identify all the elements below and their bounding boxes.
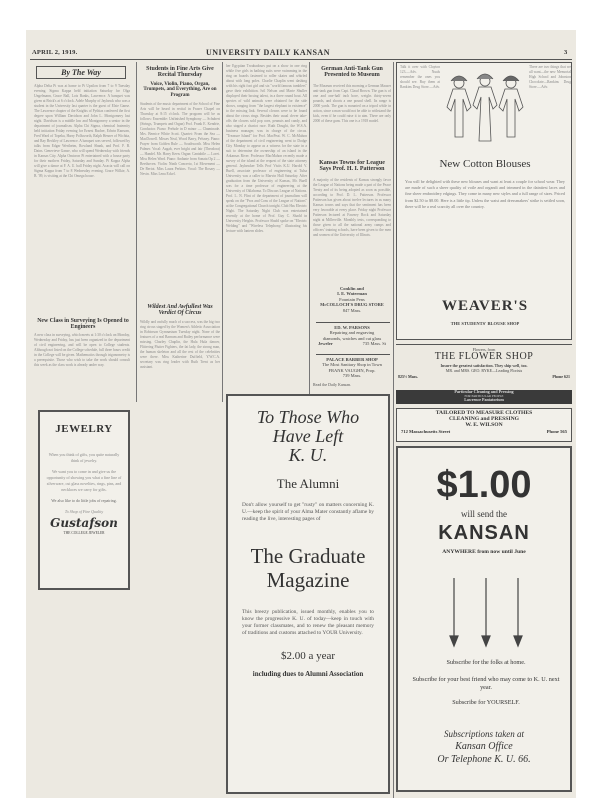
antitank-text: The Museum received this morning a German Mauser anti-tank gun from Capt. Claud Brown. The gun is of one and one-half inch bore, weighs thirty-seven pounds, and shoots a one pound shell. Its range is 2000 yards. The gun is mounted on a tripod while in action, since a man would not be able to withstand the kick, even if he could raise it to aim. There are only 2000 of these guns. This one is a 1918 model.: [313, 84, 391, 123]
weavers-notes-left: Talk it over with Clayton 123.—Adv. Nuals remember the ones you should see. Buy them at Rankins Drug Store.—Adv.: [400, 65, 440, 89]
tailor-phone: Phone 565: [546, 428, 567, 434]
circus-text: Wildly and awfully much of a success, was the big two ring circus staged by the Women's Athletic Association in Robinson Gymnasium Tuesday night. None of the features of a real Barnum and Bailey performance were missing. Charley Chaplin, the Hula Hula dancer, Flittering Flutter Fighters, the fat lady, the strong man, the human skeleton and all the rest of the celebrities were there. Miss Katherine Duffield, Y.W.C.A. secretary was ring leader with Ruth Trent as her assistant.: [140, 320, 220, 369]
weavers-brand: WEAVER'S: [441, 298, 529, 314]
jewelry-ad: [38, 410, 130, 590]
kansan-f1: Subscriptions taken at: [444, 729, 524, 739]
column-divider: [393, 62, 394, 798]
jewelry-line3: We also like to do little jobs of repairing.: [51, 497, 117, 503]
magazine-title-line2: Magazine: [266, 568, 350, 593]
news-heading-antitank: German Anti-Tank Gun Presented to Museum: [321, 66, 383, 79]
ad-palace-l4: 739 Mass.: [342, 373, 362, 379]
magazine-dues-note: including dues to Alumni Association: [252, 669, 364, 678]
kansan-s1: Subscribe for the folks at home.: [446, 659, 526, 666]
social-notes-text: Alpha Delta Pi was at home to Pi Upsilon from 7 to 9 Tuesday evening. Sigma Kappa held initiation Saturday for Olga Ungelmann, Grace Ball, Lois Banks, Lawrence. A banquet was given at Brick's at 6 o'clock. Adele Murphy of Jayhawk who was a student in the University last quarter is the guest of Elsie Ganse. The Lawrence chapter of the Knights of Pythias conferred the first degree upon William Davidson and John L. Montgomery last night. Davidson is a middle law and Montgomery a senior in the department of journalism. Alpha Chi Sigma, chemical fraternity held initiation Friday evening for Ernest Bacher, Edwin Ransom, Fred Ward of Topeka, Harry Pollsworth, Ralph Hesner of Wichita, and Ray Beckley of Lawrence. A banquet was served, followed by talks from Edgar Wertheim, Rowland Shank, and Prof. F. B. Dains. Genevieve Ganse, who will spend Wednesday with friends in Kansas City. Alpha Omicron Pi entertained with a house party for their mothers Friday, Saturday and Sunday. Pi Kappa Alpha will give a dance at F. A. U. hall Friday night. Acacia will call on Sigma Kappa from 7 to 8 Wednesday evening. Grace Wilkie, A. B. '09, is visiting at the Chi Omega house.: [34, 84, 130, 178]
pantatorium-ad: [396, 390, 572, 404]
ad-parsons-l2: Repairing and engraving: [329, 330, 375, 336]
kansan-f2: Kansan Office: [455, 741, 513, 752]
tailor-l1: TAILORED TO MEASURE CLOTHES: [435, 410, 533, 416]
ad-palace-l3: FRANK VAUGHN, Prop.: [328, 367, 376, 373]
cleaning-l3: Lawrence Pantatorium: [464, 397, 504, 403]
flower-top: Flowers, from: [472, 347, 496, 352]
jewelry-brand: Gustafson: [50, 515, 118, 530]
weavers-tagline: THE STUDENTS' BLOUSE SHOP: [450, 321, 520, 326]
ad-parsons-footer: [318, 341, 386, 346]
page-number: 3: [564, 49, 568, 56]
flower-footer: [396, 374, 572, 379]
ad-separator: [316, 354, 390, 355]
jewelry-line1: When you think of gifts, you quite naturally think of jewelry.: [48, 451, 120, 463]
tailor-ad: [396, 408, 572, 442]
circus-continued-text: her Egyptian Troubadours put on a show in one ring while five girls in bathing suits were swimming in the ring on boards fastened to roller skates and whirled about with long poles. Charlie Chaplin went dashing with his right foot girl and six "world famous tumblers" gave their exhibition. Ivil Nelson and Marie Shuller displayed their boxing talent, in a three round bout. All species of wild animals were obtained for the side shows, ranging from "the largest elephant in existence" to the missing link. Several clowns were to be found about the circus rings. Besides their usual clever take-offs the clowns sold pop corn, peanuts and candy, and also staged a chariot race. Ruth Dought, the W.S.A. business manager, was in charge of the circus. "Treasure Island" for Prof. MacPeat. W. C. McMahon of the department of civil engineering went to Dodge City Monday to appear as a witness for the state in a suit to determine the ownership of an island in the Arkansas River. Professor MacMahon recently made a survey of the island at the request of the state attorney general. Jayhawker Tells Prof Visits K.U. Harold V. Buell, associate professor of engineering at Tulsa University was a caller to Marvin Hall Saturday. After graduation from the University of Kansas, Mr. Buell was for a time professor of engineering at the University of Oklahoma. To Discuss League of Nations. Prof. L. N. Flint of the department of journalism will speak on the "Pros and Cons of the League of Nations" at the Congregational Church tonight. Club Has Electric Night. The Saturday Night Club was entertained recently at the home of Prof. Guy C. Shadd in University Heights. Professor Shadd spoke on "Electric Welding" and "Wireless Telephony," illustrating his lecture with lantern slides.: [226, 64, 307, 233]
alumni-line1: To Those Who: [256, 407, 360, 427]
jewelry-line2: We want you to come in and give us the opportunity of showing you what a fine line of silverware, cut glass novelties, rings, pins, and necklaces we carry for gifts.: [46, 468, 122, 492]
ad-conklin-l5: 847 Mass.: [342, 307, 362, 313]
ad-palace-l2: The Most Sanitary Shop in Town: [322, 362, 382, 368]
ad-separator: [316, 322, 390, 323]
flower-addr: 825½ Mass.: [398, 373, 418, 379]
ad-parsons-l5: 735 Mass. St: [362, 341, 386, 347]
ad-parsons: [318, 325, 386, 347]
tailor-l3: W. E. WILSON: [465, 421, 503, 428]
column-divider: [136, 62, 137, 402]
kansan-l1: will send the: [461, 508, 507, 519]
jewelry-line4: To Shop of Fine Quality: [64, 508, 104, 514]
issue-date: APRIL 2, 1919.: [32, 49, 78, 56]
kansan-s3: Subscribe for YOURSELF.: [452, 699, 520, 706]
down-arrows-icon: [438, 576, 534, 648]
ad-conklin-l4: McCOLLOCH'S DRUG STORE: [320, 302, 384, 308]
weavers-ad: [396, 62, 572, 340]
jewelry-tag: THE COLLEGE JEWELER: [63, 530, 105, 535]
news-heading-recital: Students in Fine Arts Give Recital Thursday: [146, 66, 214, 79]
cleaning-l1: Particular Cleaning and Pressing: [454, 389, 514, 394]
column-divider: [309, 62, 310, 422]
alumni-body: Don't allow yourself to get "rusty" on matters concerning K. U.—keep the spirit of your Alma Mater constantly aflame by reading the live, interesting pages of: [242, 502, 374, 523]
flower-phone: Phone 621: [552, 373, 570, 379]
cleaning-l2: FOR PARTICULAR PEOPLE: [464, 393, 504, 398]
ad-parsons-l1: ED. W. PARSONS: [334, 325, 370, 330]
news-heading-league: Kansas Towns for League Says Prof. H. I. Patterson: [319, 160, 385, 173]
kansan-l3: ANYWHERE from now until June: [442, 549, 526, 556]
news-heading-surveying: New Class in Surveying Is Opened to Engineers: [37, 318, 129, 331]
flower-title: THE FLOWER SHOP: [434, 351, 534, 363]
kansan-s2: Subscribe for your best friend who may come to K. U. next year.: [412, 676, 560, 691]
news-heading-circus: Wildest And Awfullest Was Verdict Of Circus: [147, 304, 213, 317]
tailor-l2: CLEANING and PRESSING: [449, 415, 519, 422]
ad-parsons-l3: diamonds, watches and cut glass: [322, 335, 382, 341]
column-title-box: [36, 66, 126, 79]
magazine-title-line1: The Graduate: [250, 544, 366, 569]
tailor-footer: [397, 429, 571, 434]
weavers-title: New Cotton Blouses: [439, 158, 531, 170]
news-subhead-recital: Voice, Violin, Piano, Organ, Trumpets, and Everything, Are on Program: [143, 82, 217, 98]
alumni-line4: The Alumni: [276, 475, 340, 491]
alumni-line2: Have Left: [272, 425, 344, 446]
ad-palace-l1: PALACE BARBER SHOP: [326, 357, 378, 362]
kansan-subscription-ad: [396, 446, 572, 792]
paper-name: UNIVERSITY DAILY KANSAN: [206, 48, 330, 57]
tailor-addr: 712 Massachusetts Street: [401, 428, 451, 434]
read-kansan-note: Read the Daily Kansan.: [313, 382, 351, 387]
ad-conklin: [318, 286, 386, 313]
ad-conklin-l2: I. E. Waterman: [337, 291, 367, 297]
kansan-price: $1.00: [436, 464, 532, 506]
blouse-illustration-icon: [437, 67, 533, 151]
masthead-rule: [30, 59, 572, 60]
alumni-line3: K. U.: [288, 444, 328, 465]
league-text: A majority of the residents of Kansas strongly favor the League of Nations being made a part of the Peace Treaty and of its being adopted as soon as possible, according to Prof. D. L. Patterson. Professor Patterson has given about twelve lectures in as many Kansas towns and says that the sentiment has been very favorable at every place. Friday night Professor Patterson lectured at Fawney Rock and Saturday night at Millerville. Monthly tests, corresponding to those given to all the national army camps and officers' training schools, have been given to the men and women of the University of Illinois.: [313, 178, 391, 237]
flower-shop-ad: [396, 344, 572, 394]
weavers-body: You will be delighted with these new blouses and want at least a couple for school wear. They are made of such a sheer quality of voile and organdi and trimmed in the daintiest laces and fine sheer embroidery edgings. They come in many new styles and a full range of sizes. Priced from $2.50 to $8.00. Here is a little tip. Unless the waist and dressmakers' strike is settled soon, there will be a real scarcity all over the country.: [405, 179, 565, 209]
column-title: By The Way: [61, 68, 101, 77]
ad-parsons-l4: Jeweler: [318, 341, 333, 347]
ad-palace-barber: [318, 357, 386, 379]
magazine-price: $2.00 a year: [280, 650, 336, 663]
column-divider: [222, 62, 223, 402]
alumni-body2: This breezy publication, issued monthly, enables you to know the progressive K. U. of today—keep in touch with your former classmates, and to renew the pleasant memory of traditions and customs attached to YOUR University.: [242, 609, 374, 637]
ad-conklin-l1: Conklin and: [340, 286, 364, 291]
surveying-text: A new class in surveying, which meets at 1:30 o'clock on Monday, Wednesday and Friday, has just been organized in the department of civil engineering, and will be open to College students. Although not listed on the College schedule, full three hours credit in the College will be given. Mathematics through trigonometry is a prerequisite. Those who wish to take the work should consult this week as the class work is already under way.: [34, 333, 130, 367]
graduate-magazine-ad: [226, 394, 390, 794]
recital-text: Students of the music department of the School of Fine Arts will be heard in recital in Fraser Chapel on Thursday at 8:15 o'clock. The program will be as follows: Ensemble: Unfinished Symphony — Schubert (Strings, Trumpets and Organ) Prof. Frank E. Kendrie, Conductor. Piano: Prelude in D minor — Chaminade. Mrs. Bernice White Scott. Quartet: From the Sea — MacDowell. Misses Neal, Wood Barry, Pelsney. Piano: Prayer from Golden Rule — Southworth. Miss Helen Palmer. Vocal: Aagab, ever bright and fair (Theodora) — Handel. Mr. Harry Keen. Organ: Cantabile — Loret. Miss Helen Ward. Piano: Andante from Sonata Op 2 — Beethoven. Violin: Ninth Concerto, 1st Movement — De Beriot. Miss Laura Perkins. Vocal: The Rosary — Nevin. Miss Lena Eckel.: [140, 102, 220, 176]
ad-conklin-l3: Fountain Pens: [339, 296, 365, 302]
jewelry-title: JEWELRY: [55, 423, 113, 435]
kansan-l2: KANSAN: [438, 522, 530, 545]
newspaper-page: [26, 30, 576, 798]
flower-l1: Insure the greatest satisfaction. They ship well, too.: [440, 362, 528, 368]
kansan-f3: Or Telephone K. U. 66.: [437, 754, 531, 765]
weavers-notes-right: There are two things that we all want—the new Memorial High School and Johnston Chocolate—Rankins Drug Store.—Adv.: [529, 65, 571, 89]
flower-l2: MR. and MRS. GEO. RYKE—Leading Florists: [445, 368, 523, 374]
